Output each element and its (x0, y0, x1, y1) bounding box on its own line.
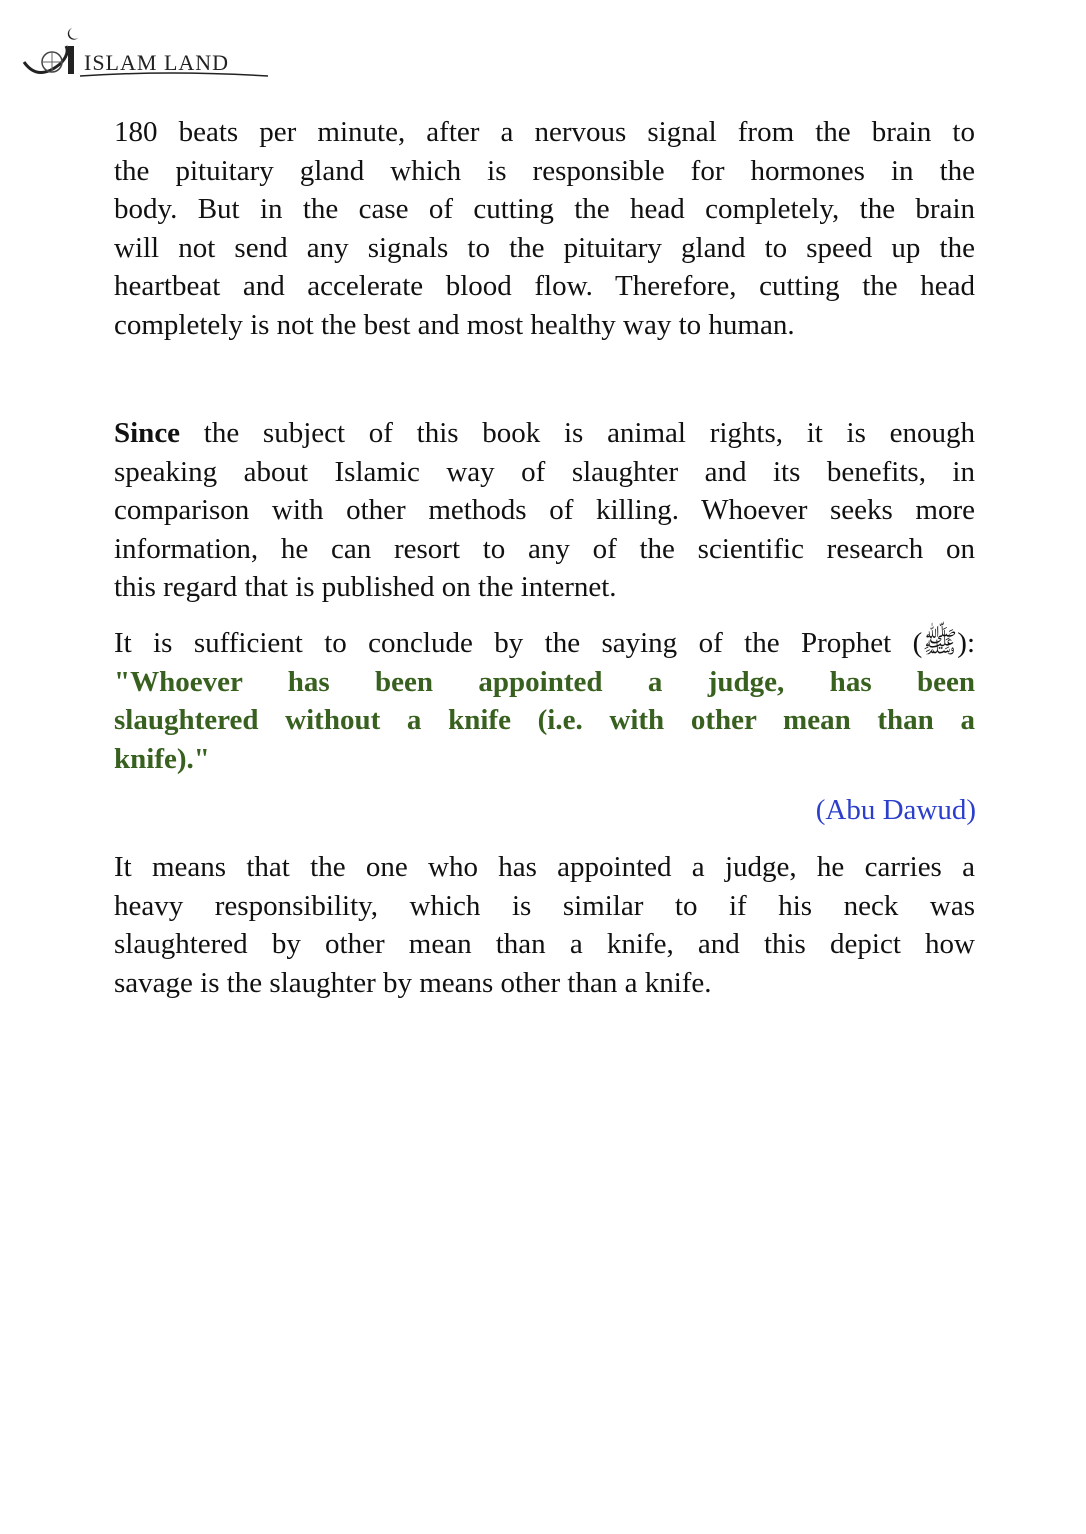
text-line: It means that the one who has appointed a judge, he carries a (114, 851, 975, 883)
text-line: body. But in the case of cutting the head completely, the brain (114, 193, 975, 225)
text-line: slaughtered by other mean than a knife, and this depict how (114, 928, 975, 960)
text-line: the pituitary gland which is responsible for hormones in the (114, 154, 975, 187)
paragraph-1 (114, 113, 975, 344)
text-line: It is sufficient to conclude by the saying of the Prophet (ﷺ): (114, 627, 975, 659)
text-line: comparison with other methods of killing. Whoever seeks more (114, 494, 975, 526)
text-line: savage is the slaughter by means other than a knife. (114, 966, 712, 999)
lead-word: Since (114, 417, 181, 449)
paragraph-4 (114, 848, 975, 1002)
hadith-quote-line: "Whoever has been appointed a judge, has been (114, 665, 975, 698)
text-line: 180 beats per minute, after a nervous signal from the brain to (114, 116, 975, 148)
text-line: completely is not the best and most healthy way to human. (114, 308, 795, 341)
logo-text: ISLAM LAND (84, 50, 230, 75)
hadith-quote-line: slaughtered without a knife (i.e. with other mean than a (114, 704, 975, 736)
islamland-logo (20, 24, 270, 80)
text-line-rest: the subject of this book is animal rights, it is enough (180, 417, 975, 449)
text-line: heavy responsibility, which is similar to if his neck was (114, 889, 975, 922)
text-line: will not send any signals to the pituitary gland to speed up the (114, 231, 975, 264)
text-line: speaking about Islamic way of slaughter and its benefits, in (114, 455, 975, 488)
text-line (114, 414, 975, 453)
citation: (Abu Dawud) (815, 794, 976, 826)
text-line: information, he can resort to any of the scientific research on (114, 532, 975, 565)
text-line: this regard that is published on the internet. (114, 571, 617, 603)
hadith-quote-line: knife)." (114, 742, 210, 775)
paragraph-3 (114, 624, 975, 778)
paragraph-2 (114, 414, 975, 607)
text-line: heartbeat and accelerate blood flow. Therefore, cutting the head (114, 270, 975, 302)
